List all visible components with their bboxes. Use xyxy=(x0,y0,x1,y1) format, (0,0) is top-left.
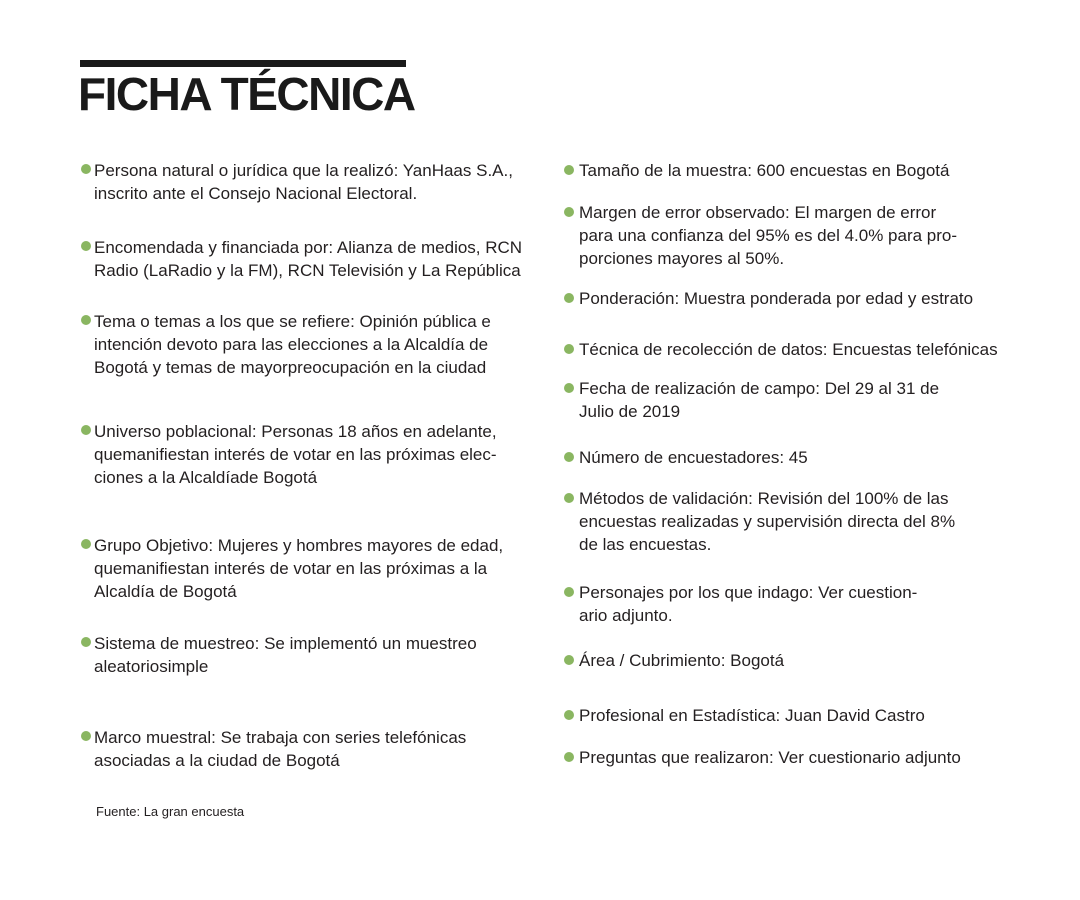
item-line: Sistema de muestreo: Se implementó un muestreo xyxy=(94,634,477,653)
bullet-icon xyxy=(564,165,574,175)
item-line: Alcaldía de Bogotá xyxy=(94,582,237,601)
item-line: quemanifiestan interés de votar en las próximas elec- xyxy=(94,445,497,464)
bullet-icon xyxy=(564,493,574,503)
item-line: Persona natural o jurídica que la realizó: YanHaas S.A., xyxy=(94,161,513,180)
list-item xyxy=(579,446,808,469)
item-line: Bogotá y temas de mayorpreocupación en la ciudad xyxy=(94,358,487,377)
bullet-icon xyxy=(564,587,574,597)
bullet-icon xyxy=(564,344,574,354)
list-item xyxy=(579,581,917,627)
list-item xyxy=(579,487,955,556)
list-item xyxy=(94,632,477,678)
item-line: Marco muestral: Se trabaja con series telefónicas xyxy=(94,728,467,747)
list-item xyxy=(579,338,998,361)
page-title: FICHA TÉCNICA xyxy=(78,68,415,120)
item-line: encuestas realizadas y supervisión directa del 8% xyxy=(579,512,956,531)
bullet-icon xyxy=(81,315,91,325)
item-line: Área / Cubrimiento: Bogotá xyxy=(579,651,785,670)
bullet-icon xyxy=(564,293,574,303)
item-line: Radio (LaRadio y la FM), RCN Televisión y La República xyxy=(94,261,521,280)
list-item xyxy=(579,704,925,727)
list-item xyxy=(94,726,466,772)
source-note: Fuente: La gran encuesta xyxy=(96,804,245,819)
item-line: Encomendada y financiada por: Alianza de medios, RCN xyxy=(94,238,523,257)
bullet-icon xyxy=(81,241,91,251)
item-line: Número de encuestadores: 45 xyxy=(579,448,808,467)
list-item xyxy=(579,201,957,270)
bullet-icon xyxy=(81,164,91,174)
bullet-icon xyxy=(564,655,574,665)
list-item xyxy=(94,310,491,379)
item-line: Ponderación: Muestra ponderada por edad y estrato xyxy=(579,289,974,308)
bullet-icon xyxy=(564,752,574,762)
list-item xyxy=(94,420,497,489)
item-line: Tamaño de la muestra: 600 encuestas en Bogotá xyxy=(579,161,950,180)
item-line: ciones a la Alcaldíade Bogotá xyxy=(94,468,318,487)
item-line: Universo poblacional: Personas 18 años en adelante, xyxy=(94,422,497,441)
item-line: porciones mayores al 50%. xyxy=(579,249,785,268)
item-line: quemanifiestan interés de votar en las próximas a la xyxy=(94,559,488,578)
item-line: Grupo Objetivo: Mujeres y hombres mayores de edad, xyxy=(94,536,504,555)
item-line: Tema o temas a los que se refiere: Opinión pública e xyxy=(94,312,491,331)
bullet-icon xyxy=(81,425,91,435)
item-line: Margen de error observado: El margen de error xyxy=(579,203,937,222)
item-line: Preguntas que realizaron: Ver cuestionario adjunto xyxy=(579,748,961,767)
bullet-icon xyxy=(564,710,574,720)
list-item xyxy=(579,377,939,423)
item-line: de las encuestas. xyxy=(579,535,712,554)
bullet-icon xyxy=(81,637,91,647)
item-line: ario adjunto. xyxy=(579,606,673,625)
list-item xyxy=(579,746,961,769)
bullet-icon xyxy=(564,207,574,217)
list-item xyxy=(94,236,522,282)
bullet-icon xyxy=(81,731,91,741)
bullet-icon xyxy=(81,539,91,549)
bullet-icon xyxy=(564,452,574,462)
list-item xyxy=(579,287,973,310)
item-line: Métodos de validación: Revisión del 100% de las xyxy=(579,489,949,508)
item-line: asociadas a la ciudad de Bogotá xyxy=(94,751,340,770)
list-item xyxy=(579,649,784,672)
list-item xyxy=(579,159,949,182)
item-line: intención devoto para las elecciones a la Alcaldía de xyxy=(94,335,489,354)
list-item xyxy=(94,159,513,205)
item-line: aleatoriosimple xyxy=(94,657,209,676)
item-line: Profesional en Estadística: Juan David Castro xyxy=(579,706,925,725)
bullet-icon xyxy=(564,383,574,393)
item-line: Fecha de realización de campo: Del 29 al 31 de xyxy=(579,379,940,398)
item-line: Personajes por los que indago: Ver cuestion- xyxy=(579,583,918,602)
list-item xyxy=(94,534,503,603)
item-line: inscrito ante el Consejo Nacional Electoral. xyxy=(94,184,418,203)
item-line: para una confianza del 95% es del 4.0% para pro- xyxy=(579,226,958,245)
item-line: Julio de 2019 xyxy=(579,402,681,421)
item-line: Técnica de recolección de datos: Encuestas telefónicas xyxy=(579,340,998,359)
